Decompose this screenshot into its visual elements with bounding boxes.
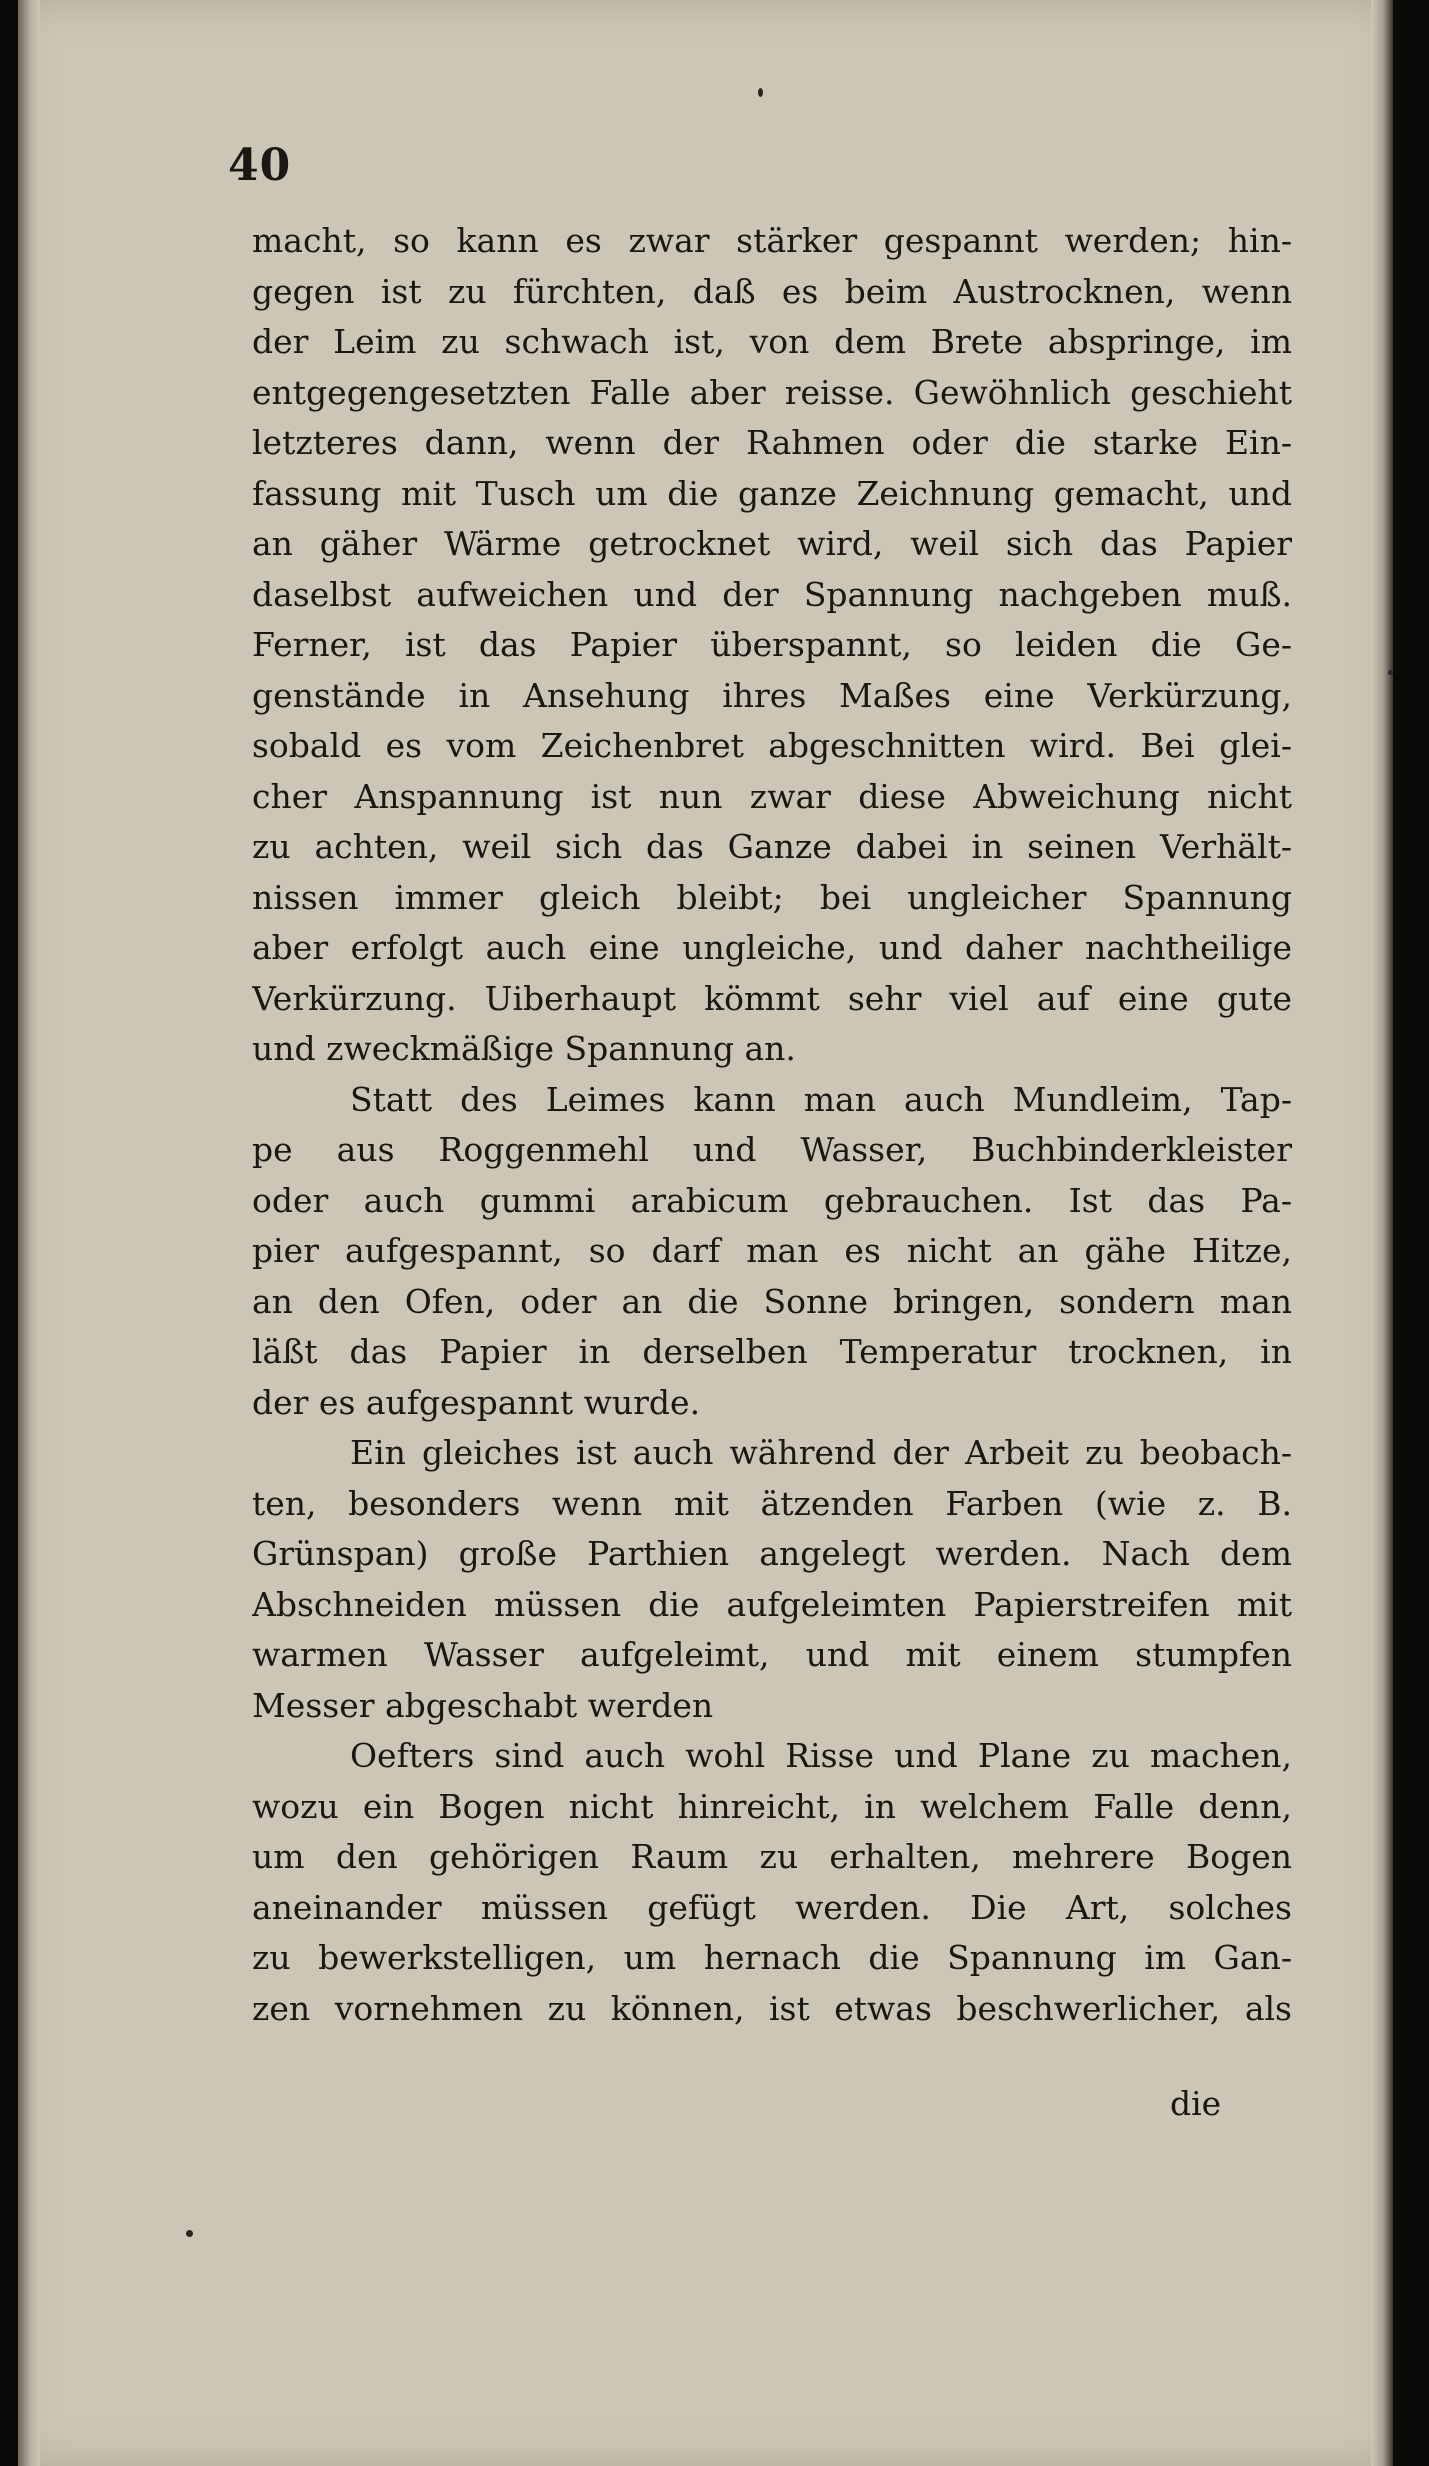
text-line: Verkürzung. Uiberhaupt kömmt sehr viel auf eine gute xyxy=(252,978,1292,1018)
text-line: Statt des Leimes kann man auch Mundleim, Tap- xyxy=(350,1079,1292,1119)
text-line: läßt das Papier in derselben Temperatur trocknen, in xyxy=(252,1332,1292,1371)
text-line: daselbst aufweichen und der Spannung nachgeben muß. xyxy=(252,574,1292,614)
book-page xyxy=(18,0,1393,2466)
text-line: cher Anspannung ist nun zwar diese Abweichung nicht xyxy=(252,776,1292,816)
catchword: die xyxy=(1170,2084,1222,2123)
text-line: Grünspan) große Parthien angelegt werden. Nach dem xyxy=(252,1534,1292,1573)
text-line: an den Ofen, oder an die Sonne bringen, sondern man xyxy=(252,1281,1292,1321)
text-line: zu bewerkstelligen, um hernach die Spannung im Gan- xyxy=(252,1938,1292,1977)
text-line: zen vornehmen zu können, ist etwas beschwerlicher, als xyxy=(252,1988,1292,2028)
text-line: fassung mit Tusch um die ganze Zeichnung gemacht, und xyxy=(252,473,1292,513)
text-line: gegen ist zu fürchten, daß es beim Austrocknen, wenn xyxy=(252,271,1292,311)
text-line: aber erfolgt auch eine ungleiche, und daher nachtheilige xyxy=(252,928,1292,967)
text-line: pier aufgespannt, so darf man es nicht an gähe Hitze, xyxy=(252,1231,1292,1270)
text-line: ten, besonders wenn mit ätzenden Farben (wie z. B. xyxy=(252,1483,1292,1523)
text-line: und zweckmäßige Spannung an. xyxy=(252,1029,796,1068)
text-line: um den gehörigen Raum zu erhalten, mehrere Bogen xyxy=(252,1837,1292,1876)
paper-speck xyxy=(1388,670,1393,675)
text-line: der Leim zu schwach ist, von dem Brete abspringe, im xyxy=(252,322,1292,361)
text-line: warmen Wasser aufgeleimt, und mit einem stumpfen xyxy=(252,1635,1292,1674)
text-line: pe aus Roggenmehl und Wasser, Buchbinderkleister xyxy=(252,1130,1292,1169)
paper-speck xyxy=(758,88,763,97)
page-gutter-shadow xyxy=(18,0,40,2466)
body-text xyxy=(252,216,1292,2034)
text-line: zu achten, weil sich das Ganze dabei in seinen Verhält- xyxy=(252,827,1292,866)
text-line: der es aufgespannt wurde. xyxy=(252,1382,701,1422)
text-line: nissen immer gleich bleibt; bei ungleicher Spannung xyxy=(252,877,1292,917)
text-line: an gäher Wärme getrocknet wird, weil sich das Papier xyxy=(252,524,1292,563)
text-line: macht, so kann es zwar stärker gespannt werden; hin- xyxy=(252,221,1292,260)
text-line: Abschneiden müssen die aufgeleimten Papierstreifen mit xyxy=(252,1584,1292,1624)
text-line: wozu ein Bogen nicht hinreicht, in welchem Falle denn, xyxy=(252,1786,1292,1826)
text-line: Messer abgeschabt werden xyxy=(252,1685,714,1725)
text-line: genstände in Ansehung ihres Maßes eine Verkürzung, xyxy=(252,675,1292,715)
text-line: aneinander müssen gefügt werden. Die Art, solches xyxy=(252,1887,1292,1927)
text-line: sobald es vom Zeichenbret abgeschnitten wird. Bei glei- xyxy=(252,726,1292,765)
text-line: oder auch gummi arabicum gebrauchen. Ist das Pa- xyxy=(252,1180,1292,1220)
text-line: Ferner, ist das Papier überspannt, so leiden die Ge- xyxy=(252,625,1292,664)
paper-speck xyxy=(186,2230,193,2237)
page-edge-shadow xyxy=(1371,0,1393,2466)
page-number: 40 xyxy=(228,140,292,191)
text-line: letzteres dann, wenn der Rahmen oder die starke Ein- xyxy=(252,423,1292,462)
text-line: entgegengesetzten Falle aber reisse. Gewöhnlich geschieht xyxy=(252,372,1292,412)
text-line: Ein gleiches ist auch während der Arbeit zu beobach- xyxy=(350,1433,1292,1472)
text-line: Oefters sind auch wohl Risse und Plane zu machen, xyxy=(350,1736,1292,1775)
